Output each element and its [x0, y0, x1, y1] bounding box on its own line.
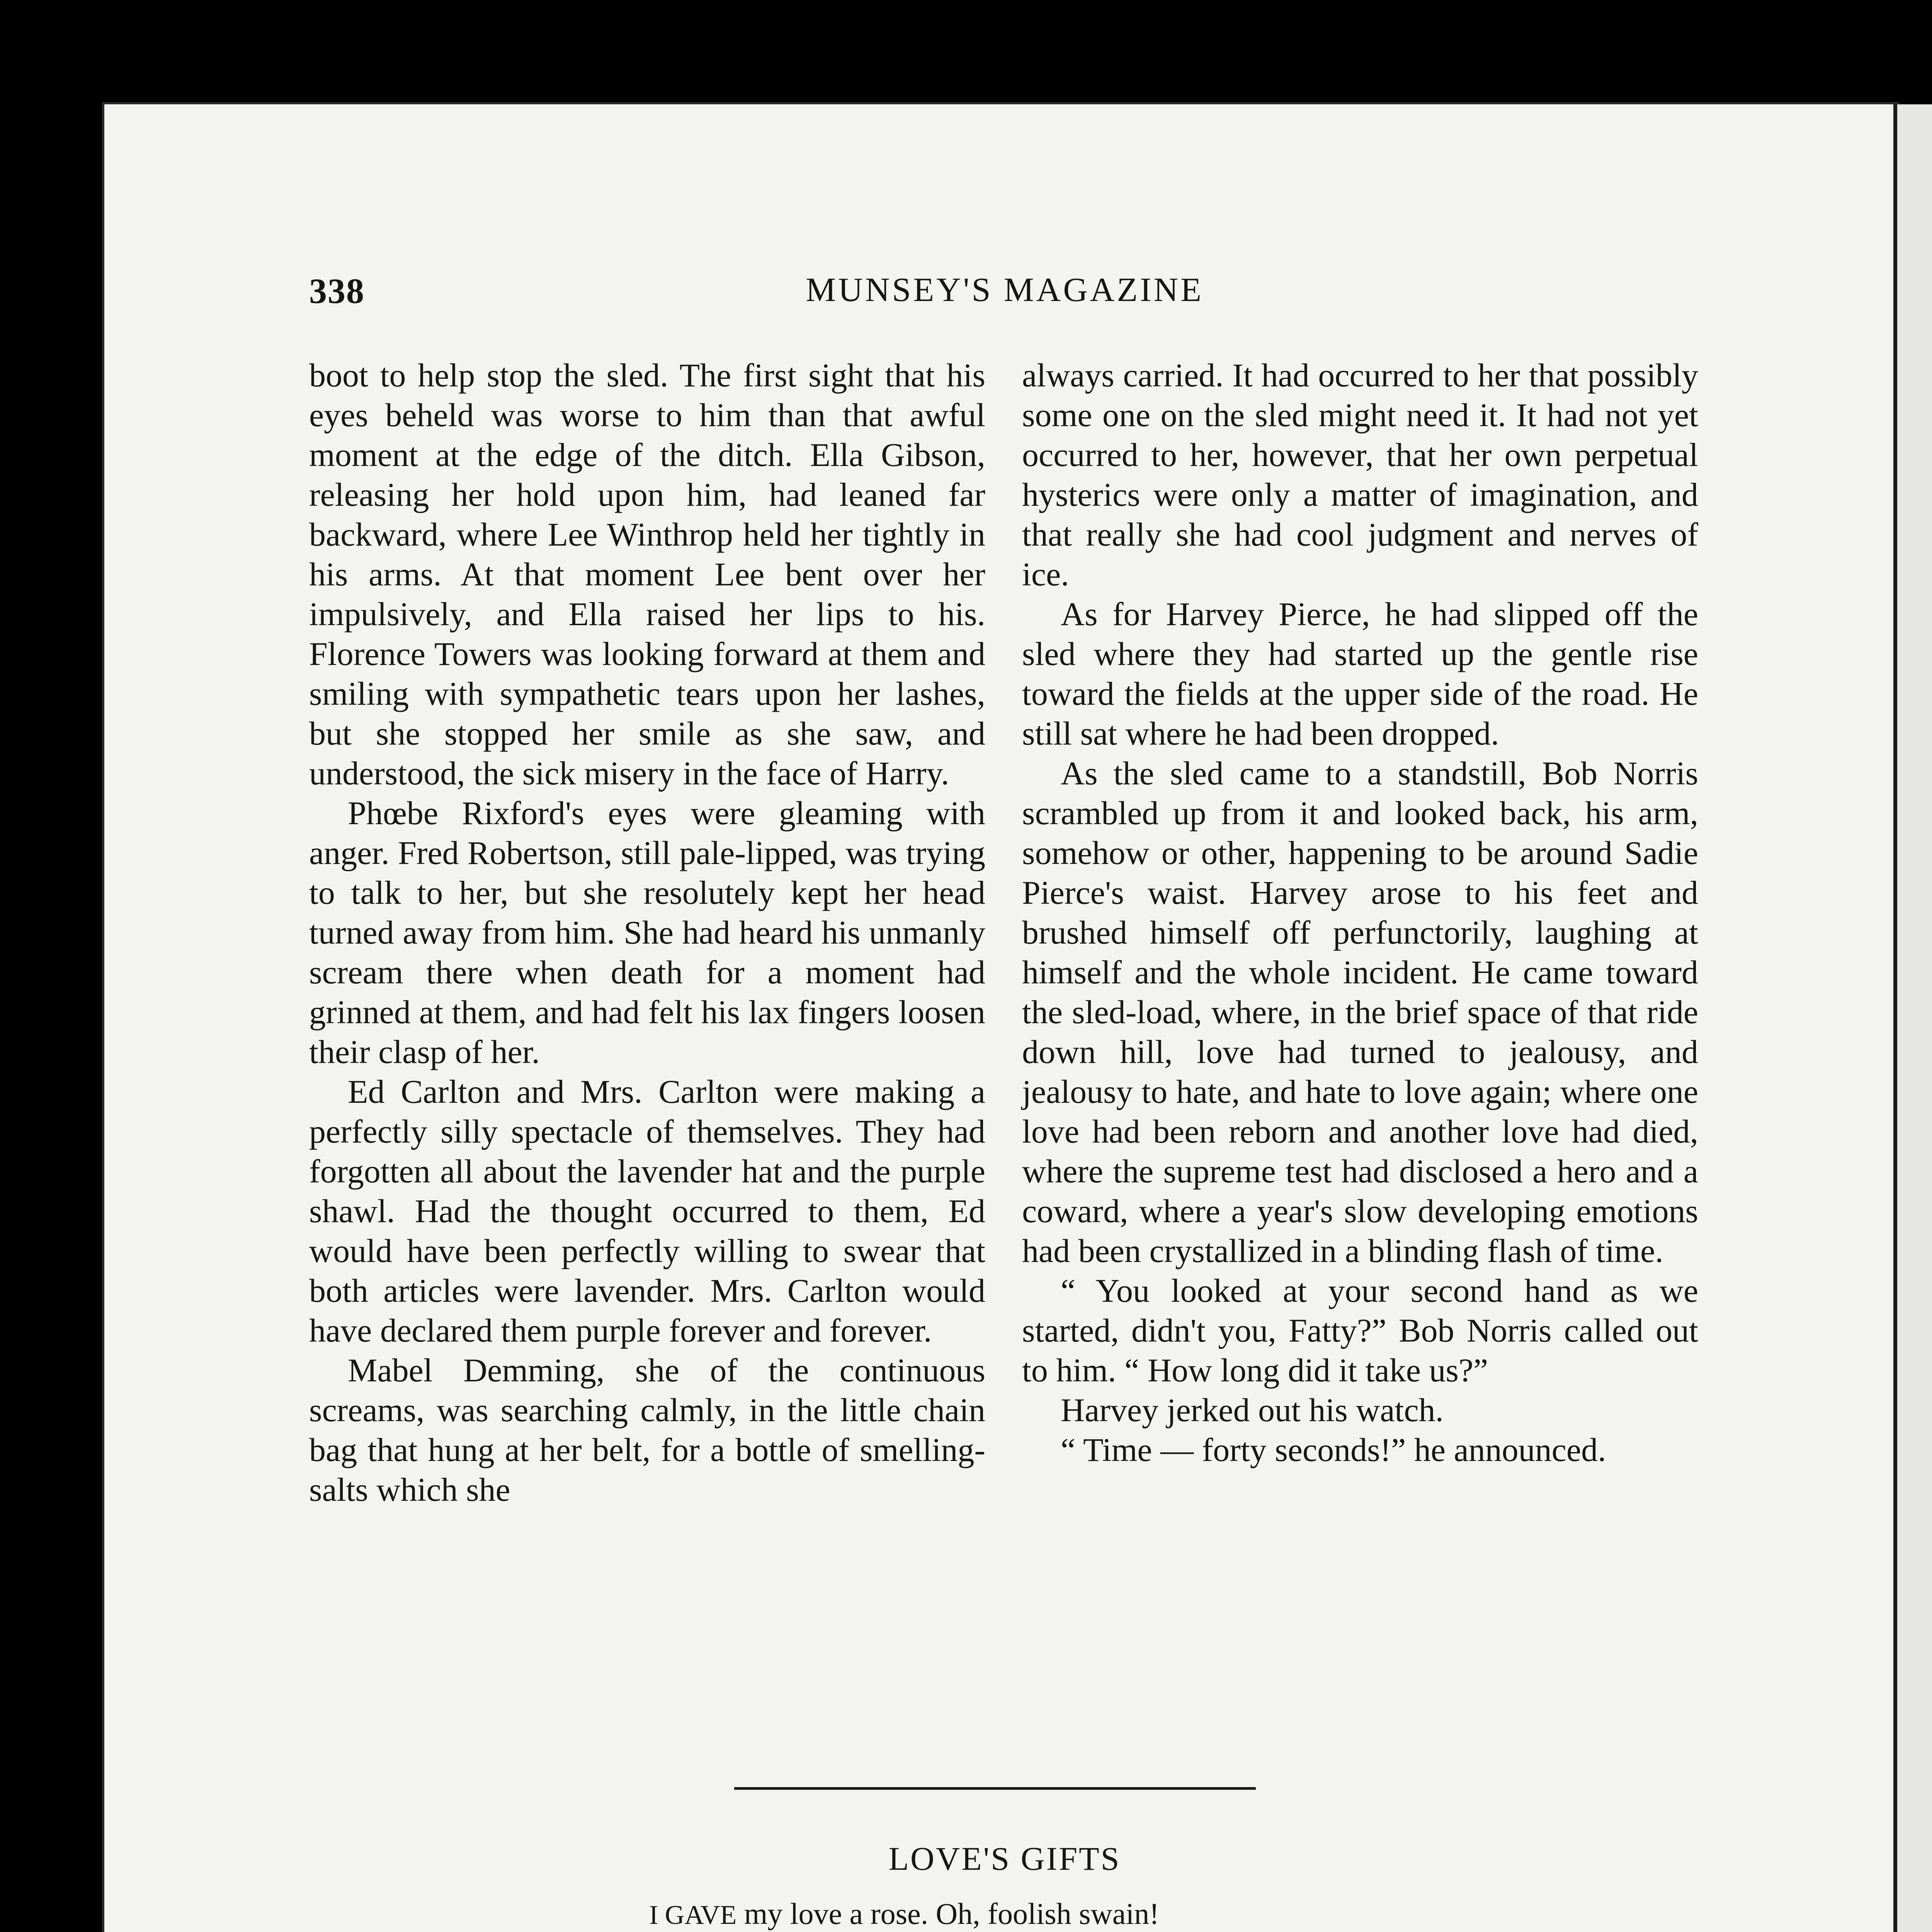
paragraph: always carried. It had occurred to her that possibly some one on the sled might need it. It had not yet occurred to her, however, that her own perpetual hysterics were only a matter of imagination, and that really she had cool judgment and nerves of ice.	[1022, 357, 1698, 593]
stanza	[649, 1895, 1615, 1932]
paragraph: As for Harvey Pierce, he had slipped off the sled where they had started up the gentle rise toward the fields at the upper side of the road. He still sat where he had been dropped.	[1022, 595, 1698, 752]
poem	[649, 1895, 1615, 1932]
paragraph: Harvey jerked out his watch.	[1061, 1391, 1444, 1429]
poem-title: LOVE'S GIFTS	[888, 1840, 1121, 1877]
paragraph: boot to help stop the sled. The first sight that his eyes beheld was worse to him than that awful moment at the edge of the ditch. Ella Gibson, releasing her hold upon him, had leaned far backward, where Lee Winthrop held her tightly in his arms. At that moment Lee bent over her impulsively, and Ella raised her lips to his. Florence Towers was looking forward at them and smiling with sympathetic tears upon her lashes, but she stopped her smile as she saw, and understood, the sick misery in the face of Harry.	[309, 357, 985, 792]
page-number: 338	[309, 271, 365, 311]
paragraph: As the sled came to a standstill, Bob Norris scrambled up from it and looked back, his arm, somehow or other, happening to be around Sadie Pierce's waist. Harvey arose to his feet and brushed himself off perfunctorily, laughing at himself and the whole incident. He came toward the sled-load, where, in the brief space of that ride down hill, love had turned to jealousy, and jealousy to hate, and hate to love again; where one love had been reborn and another love had died, where the supreme test had disclosed a hero and a coward, where a year's slow developing emotions had been crystallized in a blinding flash of time.	[1022, 755, 1698, 1269]
poem-line: I GAVE my love a rose. Oh, foolish swain!	[649, 1897, 1160, 1930]
section-divider	[734, 1787, 1256, 1790]
running-head: MUNSEY'S MAGAZINE	[806, 271, 1204, 309]
next-page-edge	[1893, 104, 1932, 1932]
paragraph: Phœbe Rixford's eyes were gleaming with anger. Fred Robertson, still pale-lipped, was trying to talk to her, but she resolutely kept her head turned away from him. She had heard his unmanly scream there when death for a moment had grinned at them, and had felt his lax fingers loosen their clasp of her.	[309, 794, 985, 1070]
paragraph: “ Time — forty seconds!” he announced.	[1061, 1431, 1606, 1468]
right-column	[1022, 355, 1698, 1470]
page-header	[309, 270, 1700, 328]
paragraph: Mabel Demming, she of the continuous screams, was searching calmly, in the little chain bag that hung at her belt, for a bottle of smelling-salts which she	[309, 1352, 985, 1508]
paragraph: Ed Carlton and Mrs. Carlton were making a perfectly silly spectacle of themselves. They had forgotten all about the lavender hat and the purple shawl. Had the thought occurred to them, Ed would have been perfectly willing to swear that both articles were lavender. Mrs. Carlton would have declared them purple forever and forever.	[309, 1073, 985, 1349]
poem-first-word: I GAVE	[649, 1900, 737, 1930]
paragraph: “ You looked at your second hand as we started, didn't you, Fatty?” Bob Norris called out to him. “ How long did it take us?”	[1022, 1272, 1698, 1389]
left-column	[309, 355, 985, 1510]
